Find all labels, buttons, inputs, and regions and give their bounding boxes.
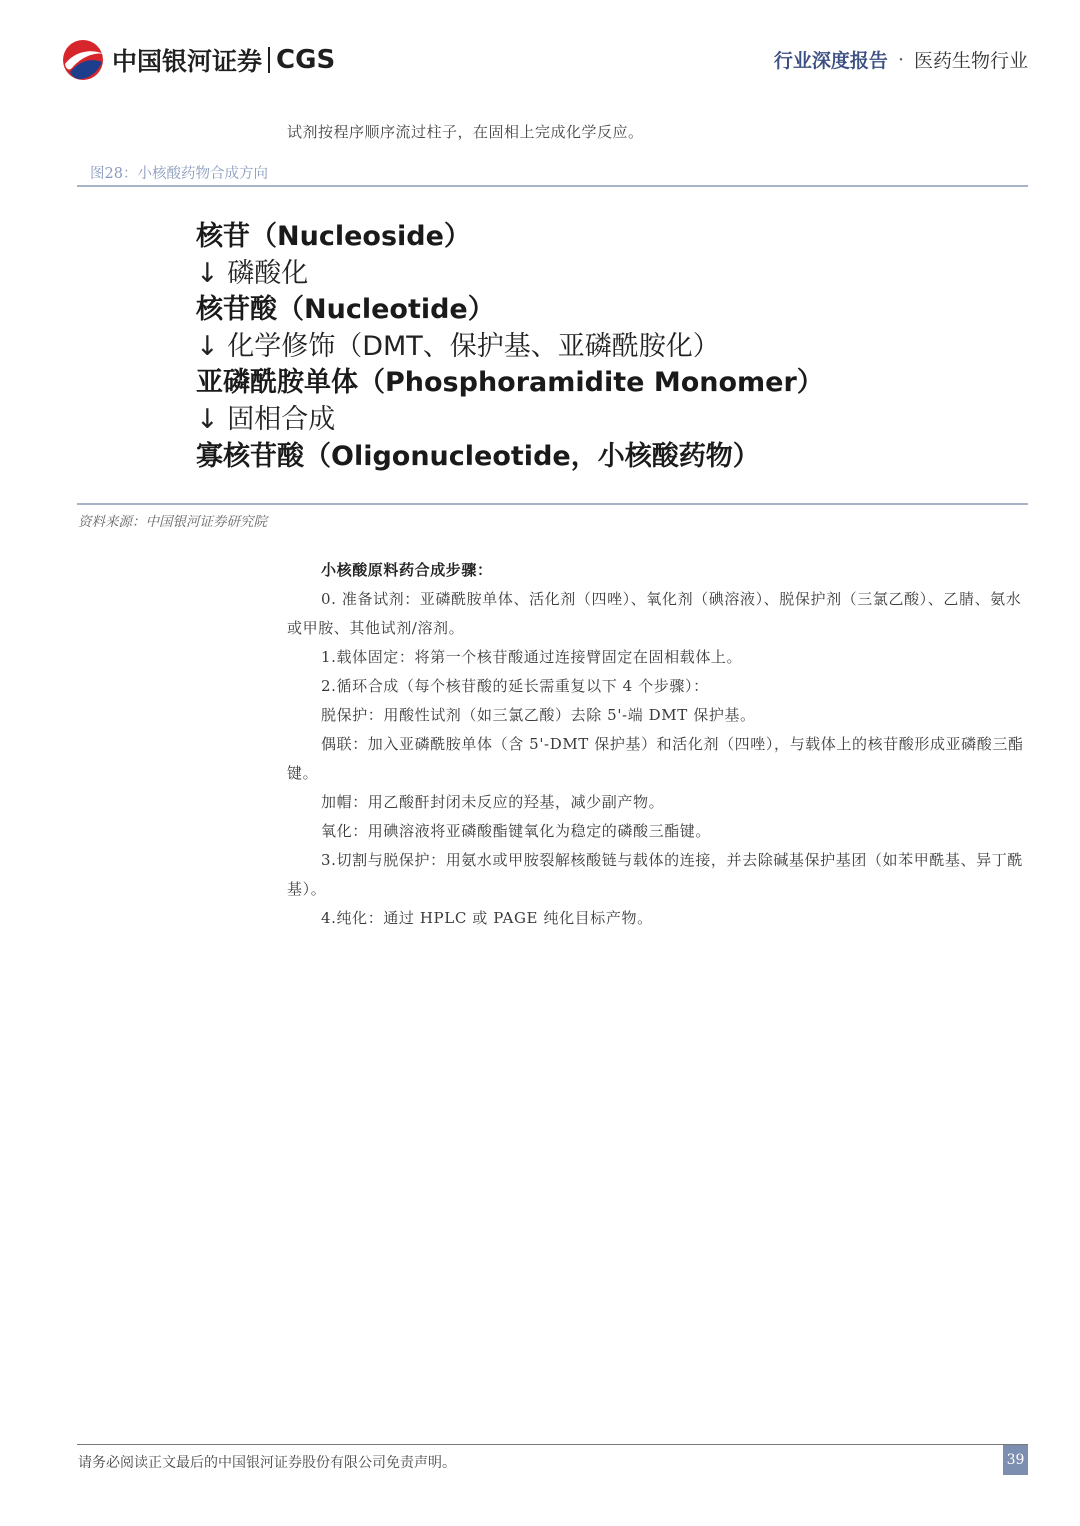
- step-paragraph: 3.切割与脱保护：用氨水或甲胺裂解核酸链与载体的连接，并去除碱基保护基团（如苯甲酰基、异丁酰基）。: [287, 851, 1023, 898]
- flow-step-phosphorylation: ↓ 磷酸化: [196, 257, 309, 289]
- logo-text: 中国银河证券: [112, 47, 263, 76]
- header-separator: ·: [897, 48, 904, 71]
- step-paragraph: 脱保护：用酸性试剂（如三氯乙酸）去除 5'-端 DMT 保护基。: [321, 706, 756, 724]
- step-paragraph: 2.循环合成（每个核苷酸的延长需重复以下 4 个步骤）：: [321, 677, 709, 695]
- lead-paragraph: 试剂按程序顺序流过柱子，在固相上完成化学反应。: [287, 123, 644, 141]
- flow-step-solid-phase: ↓ 固相合成: [196, 403, 336, 435]
- synthesis-flow-diagram: [196, 219, 824, 475]
- logo-divider: [268, 47, 270, 73]
- figure-bottom-rule: [77, 503, 1028, 505]
- brand-logo: [60, 38, 335, 82]
- flow-node-phosphoramidite: 亚磷酰胺单体（Phosphoramidite Monomer）: [196, 367, 824, 399]
- logo-en-text: CGS: [276, 45, 336, 75]
- figure-top-rule: [77, 185, 1028, 187]
- footer-rule: [77, 1444, 1028, 1445]
- cgs-logo-icon: [60, 38, 106, 82]
- figure-title: 图28：小核酸药物合成方向: [90, 166, 268, 182]
- steps-heading: 小核酸原料药合成步骤：: [321, 561, 493, 579]
- figure-source: 资料来源：中国银河证券研究院: [78, 514, 267, 530]
- synthesis-steps: [287, 556, 1032, 933]
- flow-node-nucleoside: 核苷（Nucleoside）: [196, 221, 471, 252]
- step-paragraph: 偶联：加入亚磷酰胺单体（含 5'-DMT 保护基）和活化剂（四唑），与载体上的核苷酸形成亚磷酸三酯键。: [287, 735, 1024, 782]
- step-paragraph: 0. 准备试剂：亚磷酰胺单体、活化剂（四唑）、氧化剂（碘溶液）、脱保护剂（三氯乙酸）、乙腈、氨水或甲胺、其他试剂/溶剂。: [287, 590, 1022, 637]
- step-paragraph: 4.纯化：通过 HPLC 或 PAGE 纯化目标产物。: [321, 909, 653, 927]
- industry-label: 医药生物行业: [913, 50, 1028, 72]
- footer-disclaimer: 请务必阅读正文最后的中国银河证券股份有限公司免责声明。: [78, 1455, 456, 1471]
- step-paragraph: 1.载体固定：将第一个核苷酸通过连接臂固定在固相载体上。: [321, 648, 743, 666]
- flow-node-oligonucleotide: 寡核苷酸（Oligonucleotide，小核酸药物）: [196, 440, 760, 472]
- flow-step-chemical-modification: ↓ 化学修饰（DMT、保护基、亚磷酰胺化）: [196, 330, 720, 362]
- flow-node-nucleotide: 核苷酸（Nucleotide）: [196, 294, 495, 326]
- step-paragraph: 加帽：用乙酸酐封闭未反应的羟基，减少副产物。: [321, 793, 665, 811]
- step-paragraph: 氧化：用碘溶液将亚磷酸酯键氧化为稳定的磷酸三酯键。: [321, 822, 712, 840]
- page-number: 39: [1003, 1445, 1028, 1475]
- report-type: 行业深度报告: [773, 50, 888, 72]
- report-category: [774, 46, 1028, 73]
